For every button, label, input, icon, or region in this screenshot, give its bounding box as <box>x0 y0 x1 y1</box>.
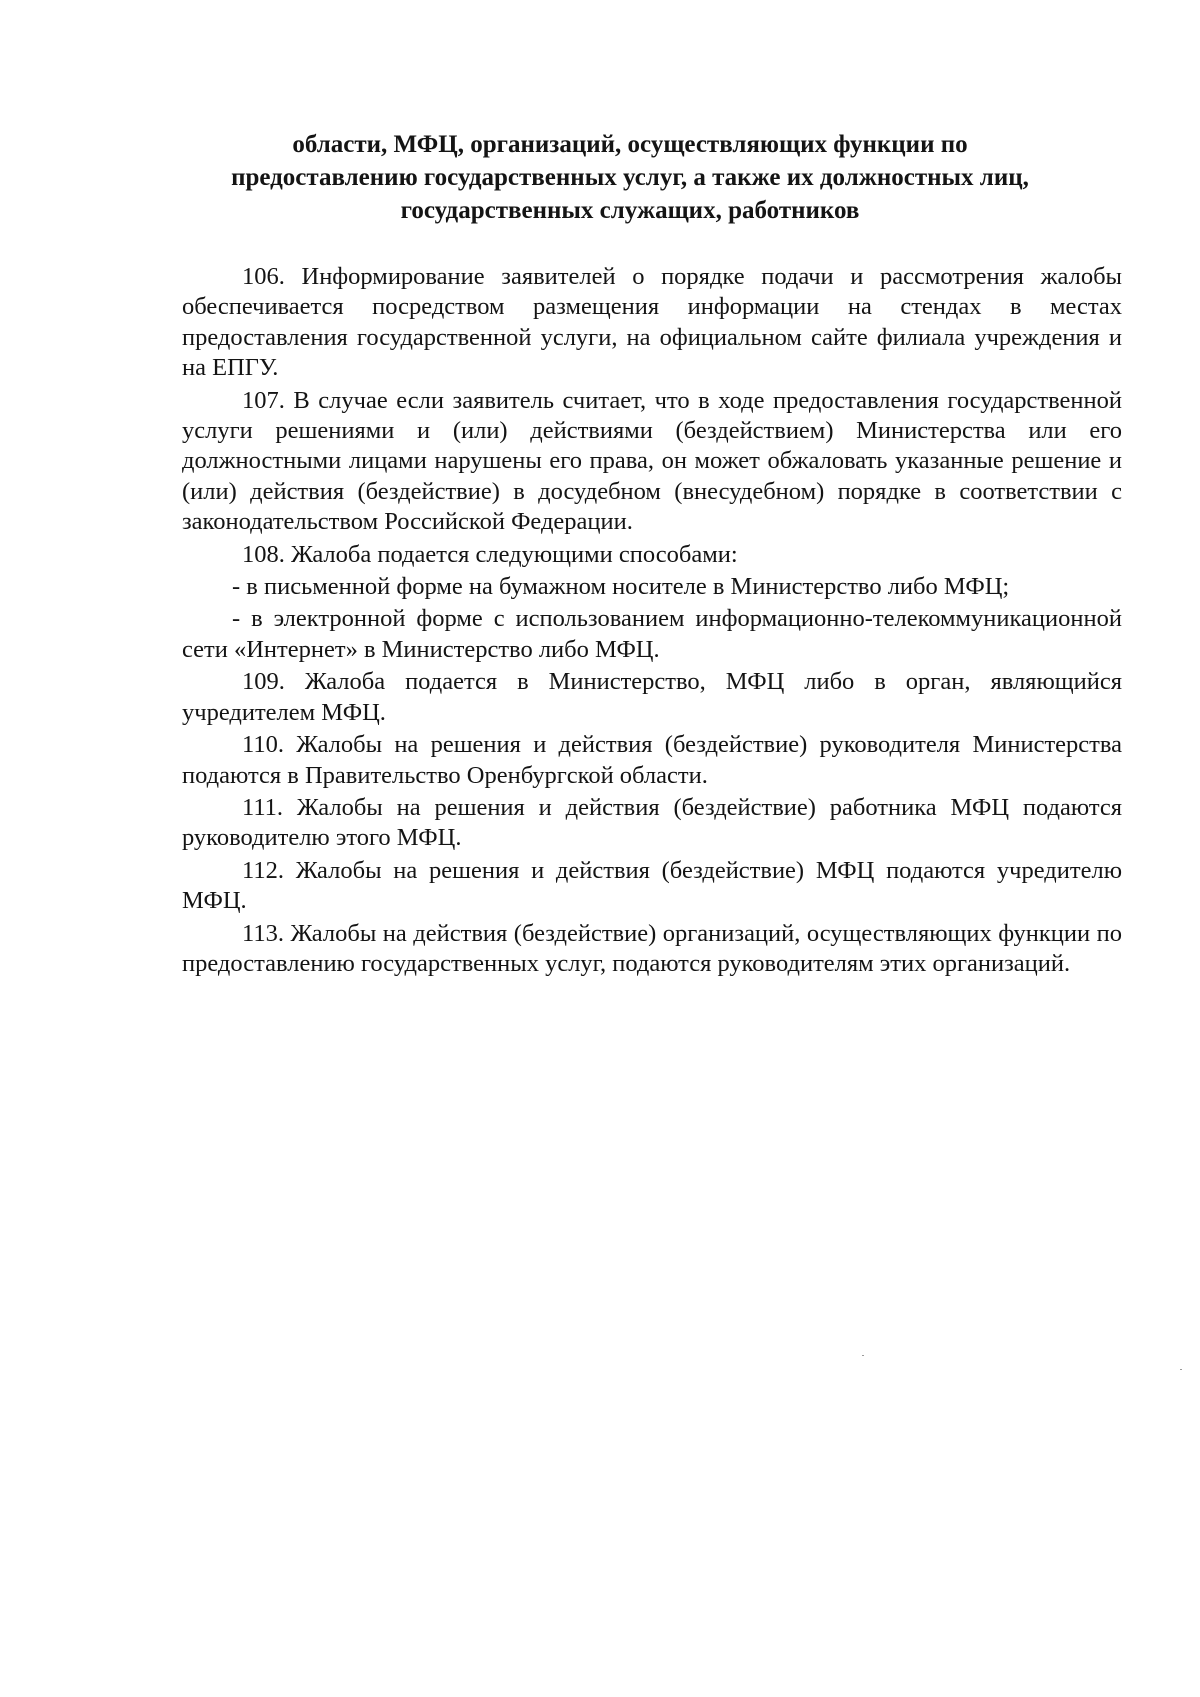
paragraph-108-item-electronic: - в электронной форме с использованием информационно-телекоммуникационной сети «Интернет» в Министерство либо МФЦ. <box>182 605 1122 663</box>
paragraph-111: 111. Жалобы на решения и действия (бездействие) работника МФЦ подаются руководителю этого МФЦ. <box>182 793 1122 852</box>
paragraph-108-item-paper: - в письменной форме на бумажном носителе в Министерство либо МФЦ; <box>232 573 1010 601</box>
scan-speck <box>862 1355 864 1356</box>
paragraph-109: 109. Жалоба подается в Министерство, МФЦ либо в орган, являющийся учредителем МФЦ. <box>182 668 1122 726</box>
paragraph-108: 108. Жалоба подается следующими способами: <box>242 540 738 568</box>
paragraph-112: 112. Жалобы на решения и действия (бездействие) МФЦ подаются учредителю МФЦ. <box>182 856 1122 915</box>
paragraph-106: 106. Информирование заявителей о порядке подачи и рассмотрения жалобы обеспечивается посредством размещения информации на стендах в местах предоставления государственной услуги, на официальном сайте филиала учреждения и на ЕПГУ. <box>182 263 1122 382</box>
section-heading <box>180 128 1080 227</box>
scan-speck <box>1180 1369 1182 1370</box>
heading-line: области, МФЦ, организаций, осуществляющих функции по <box>292 131 968 158</box>
heading-line: государственных служащих, работников <box>400 197 860 224</box>
document-body <box>182 262 1122 981</box>
paragraph-107: 107. В случае если заявитель считает, что в ходе предоставления государственной услуги решениями и (или) действиями (бездействием) Министерства или его должностными лицами нарушены его права, он может обжаловать указанные решение и (или) действия (бездействие) в досудебном (внесудебном) порядке в соответствии с законодательством Российской Федерации. <box>182 386 1122 536</box>
paragraph-113: 113. Жалобы на действия (бездействие) организаций, осуществляющих функции по предоставлению государственных услуг, подаются руководителям этих организаций. <box>182 919 1122 977</box>
heading-line: предоставлению государственных услуг, а также их должностных лиц, <box>231 164 1029 191</box>
paragraph-110: 110. Жалобы на решения и действия (бездействие) руководителя Министерства подаются в Правительство Оренбургской области. <box>182 731 1122 789</box>
